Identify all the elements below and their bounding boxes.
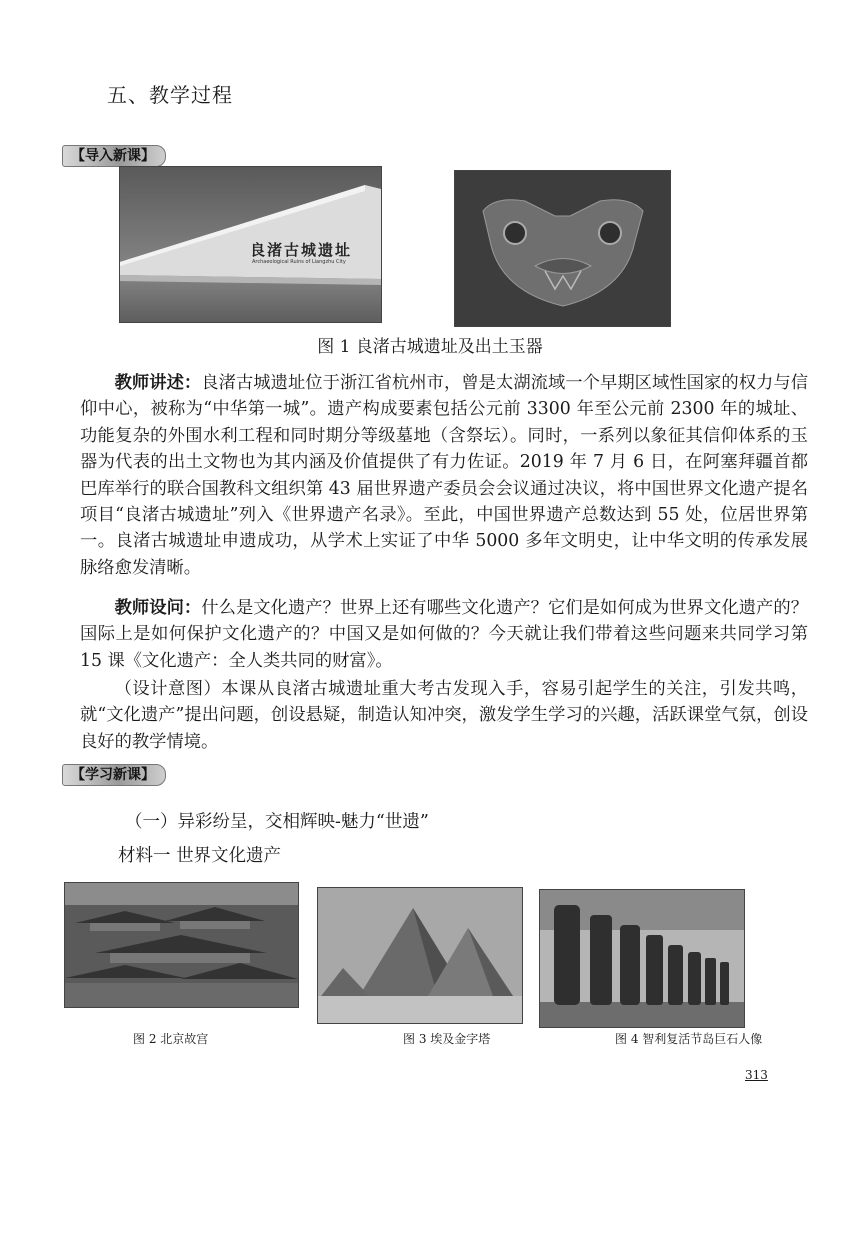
- liangzhu-wall-photo: [119, 166, 382, 323]
- teacher-question-text: 什么是文化遗产？世界上还有哪些文化遗产？它们是如何成为世界文化遗产的？国际上是如何保护文化遗产的？中国又是如何做的？今天就让我们带着这些问题来共同学习第 15 课《文化遗产：全人类共同的财富》。: [80, 598, 808, 671]
- wall-sign-text: 良渚古城遗址: [250, 241, 353, 259]
- section-heading: 五、教学过程: [107, 83, 233, 107]
- design-intent-paragraph: （设计意图）本课从良渚古城遗址重大考古发现入手，容易引起学生的关注，引发共鸣，就“文化遗产”提出问题，创设悬疑，制造认知冲突，激发学生学习的兴趣，活跃课堂气氛，创设良好的教学情境。: [80, 679, 808, 752]
- page-number: 313: [745, 1068, 768, 1082]
- teacher-narration-label: 教师讲述：: [114, 373, 202, 393]
- teacher-question-paragraph: [80, 595, 808, 674]
- learn-tag: 【学习新课】: [62, 764, 166, 786]
- figure3-caption: 图 3 埃及金字塔: [403, 1032, 491, 1046]
- teacher-narration-text: 良渚古城遗址位于浙江省杭州市，曾是太湖流域一个早期区域性国家的权力与信仰中心，被称为“中华第一城”。遗产构成要素包括公元前 3300 年至公元前 2300 年的城址、功能复杂的外围水利工程和同时期分等级墓地（含祭坛）。同时，一系列以象征其信仰体系的玉器为代表的出土文物也为其内涵及价值提供了有力佐证。2019 年 7 月 6 日，在阿塞拜疆首都巴库举行的联合国教科文组织第 43 届世界遗产委员会会议通过决议，将中国世界文化遗产提名项目“良渚古城遗址”列入《世界遗产名录》。至此，中国世界遗产总数达到 55 处，位居世界第一。良渚古城遗址申遗成功，从学术上实证了中华 5000 多年文明史，让中华文明的传承发展脉络愈发清晰。: [80, 373, 808, 578]
- intro-tag: 【导入新课】: [62, 145, 166, 167]
- figure4-caption: 图 4 智利复活节岛巨石人像: [615, 1032, 763, 1046]
- teacher-narration-paragraph: [80, 370, 808, 581]
- figure2-caption: 图 2 北京故宫: [133, 1032, 209, 1046]
- material-one-label: 材料一 世界文化遗产: [118, 846, 282, 866]
- teacher-question-label: 教师设问：: [114, 598, 202, 618]
- forbidden-city-photo: [64, 882, 299, 1008]
- moai-photo: [539, 889, 745, 1028]
- jade-artifact-photo: [454, 170, 671, 327]
- pyramids-photo: [317, 887, 523, 1024]
- subheading-one: （一）异彩纷呈，交相辉映-魅力“世遗”: [125, 812, 429, 832]
- wall-sign-english: Archaeological Ruins of Liangzhu City: [252, 259, 346, 265]
- figure1-caption: 图 1 良渚古城遗址及出土玉器: [317, 337, 543, 357]
